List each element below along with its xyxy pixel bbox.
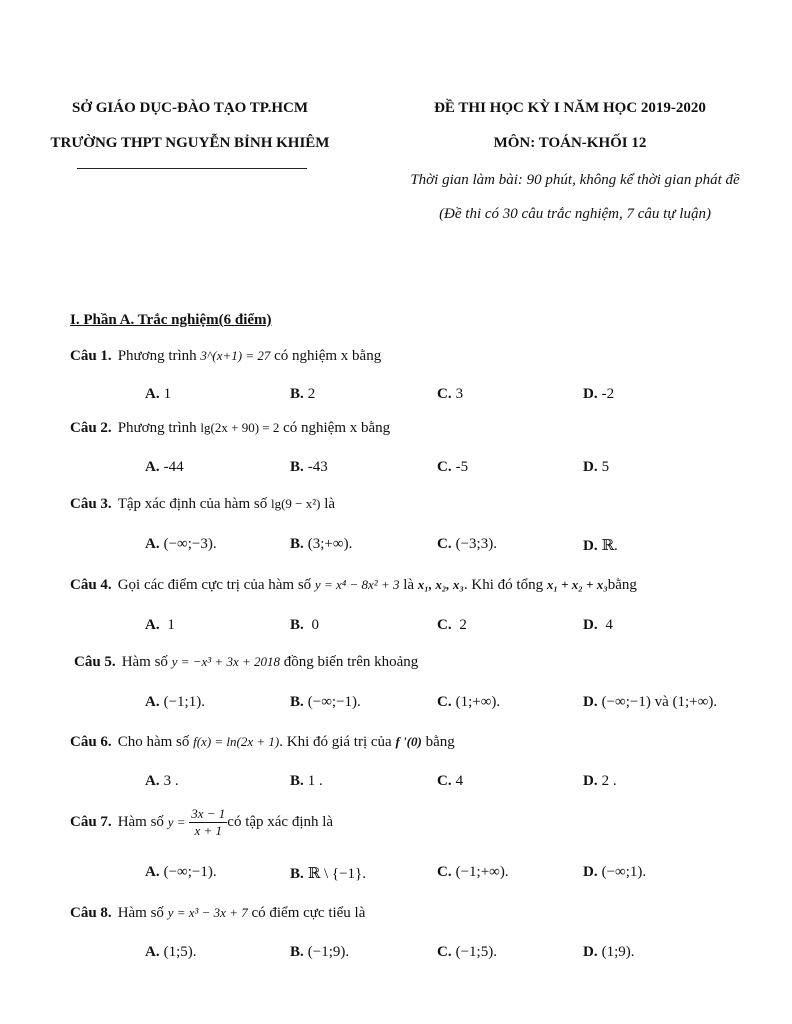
option-c: C. (−1;5). (437, 944, 497, 960)
question-number: Câu 8. (70, 905, 112, 921)
header-underline (77, 168, 307, 169)
option-d: D. (1;9). (583, 944, 635, 960)
department-name: SỞ GIÁO DỤC-ĐÀO TẠO TP.HCM (71, 100, 308, 116)
derivative-expression: f '(0) (395, 734, 422, 749)
school-name: TRƯỜNG THPT NGUYỄN BỈNH KHIÊM (50, 135, 330, 151)
option-c: C. (1;+∞). (437, 694, 501, 710)
question-3: Câu 3. Tập xác định của hàm số lg(9 − x²) là (70, 496, 336, 512)
subject-title: MÔN: TOÁN-KHỐI 12 (493, 135, 647, 151)
equation: y = x⁴ − 8x² + 3 (314, 577, 400, 592)
option-b: B. -43 (290, 459, 328, 475)
option-d: D. 5 (583, 459, 610, 475)
roots: x₁, x₂, x₃ (417, 577, 464, 592)
question-number: Câu 2. (70, 420, 112, 436)
question-number: Câu 7. (70, 813, 112, 830)
option-b: B. (−1;9). (290, 944, 350, 960)
option-c: C. 3 (437, 386, 464, 402)
option-b: B. 0 (290, 617, 320, 633)
equation: lg(9 − x²) (270, 496, 321, 511)
option-d: D. -2 (583, 386, 615, 402)
question-1: Câu 1. Phương trình 3^(x+1) = 27 có nghiệm x bằng (70, 348, 382, 364)
option-b: B. (3;+∞). (290, 536, 353, 552)
option-a: A. (1;5). (145, 944, 197, 960)
option-a: A. 1 (145, 386, 172, 402)
option-c: C. (−3;3). (437, 536, 497, 552)
option-c: C. -5 (437, 459, 469, 475)
fraction: $\frac{3x - 1}{x + 1}$ (191, 806, 226, 838)
section-title: I. Phần A. Trắc nghiệm(6 điểm) (70, 312, 272, 328)
question-number: Câu 4. (70, 577, 112, 593)
sum-expression: x₁ + x₂ + x₃ (546, 577, 608, 592)
question-8: Câu 8. Hàm số y = x³ − 3x + 7 có điểm cực tiểu là (70, 905, 366, 921)
option-a: A. 3 . (145, 773, 179, 789)
question-2: Câu 2. Phương trình lg(2x + 90) = 2 có nghiệm x bằng (70, 420, 391, 436)
question-6: Câu 6. Cho hàm số f(x) = ln(2x + 1). Khi đó giá trị của f '(0) bằng (70, 734, 455, 750)
question-number: Câu 6. (70, 734, 112, 750)
option-a: A. 1 (145, 617, 175, 633)
option-c: C. 4 (437, 773, 464, 789)
function-definition: f(x) = ln(2x + 1) (193, 734, 280, 749)
question-5: Câu 5. Hàm số y = −x³ + 3x + 2018 đồng biến trên khoảng (74, 654, 419, 670)
exam-title: ĐỀ THI HỌC KỲ I NĂM HỌC 2019-2020 (434, 100, 706, 116)
option-b: B. (−∞;−1). (290, 694, 361, 710)
question-number: Câu 1. (70, 348, 112, 364)
option-c: C. 2 (437, 617, 467, 633)
question-number: Câu 5. (74, 654, 116, 670)
question-number: Câu 3. (70, 496, 112, 512)
option-b: B. ℝ \ {−1}. (290, 866, 367, 882)
time-note: Thời gian làm bài: 90 phút, không kể thời gian phát đề (410, 172, 740, 188)
option-a: A. (−1;1). (145, 694, 205, 710)
option-d: D. (−∞;−1) và (1;+∞). (583, 694, 718, 710)
question-7: Câu 7. Hàm số y = $\frac{3x - 1}{x + 1}$ có tập xác định là (70, 806, 334, 838)
option-a: A. (−∞;−1). (145, 864, 217, 880)
equation: 3^(x+1) = 27 (200, 348, 271, 363)
question-4: Câu 4. Gọi các điểm cực trị của hàm số y = x⁴ − 8x² + 3 là x₁, x₂, x₃. Khi đó tổng x₁ + x₂ + x₃bằng (70, 577, 637, 593)
option-c: C. (−1;+∞). (437, 864, 509, 880)
option-a: A. (−∞;−3). (145, 536, 217, 552)
option-d: D. 2 . (583, 773, 617, 789)
option-a: A. -44 (145, 459, 184, 475)
equation: y = −x³ + 3x + 2018 (171, 654, 280, 669)
equation: lg(2x + 90) = 2 (200, 420, 280, 435)
option-b: B. 1 . (290, 773, 323, 789)
equation: y = x³ − 3x + 7 (167, 905, 248, 920)
question-count-note: (Đề thi có 30 câu trắc nghiệm, 7 câu tự luận) (439, 206, 711, 222)
option-d: D. ℝ. (583, 538, 618, 554)
option-b: B. 2 (290, 386, 316, 402)
option-d: D. 4 (583, 617, 613, 633)
option-d: D. (−∞;1). (583, 864, 647, 880)
